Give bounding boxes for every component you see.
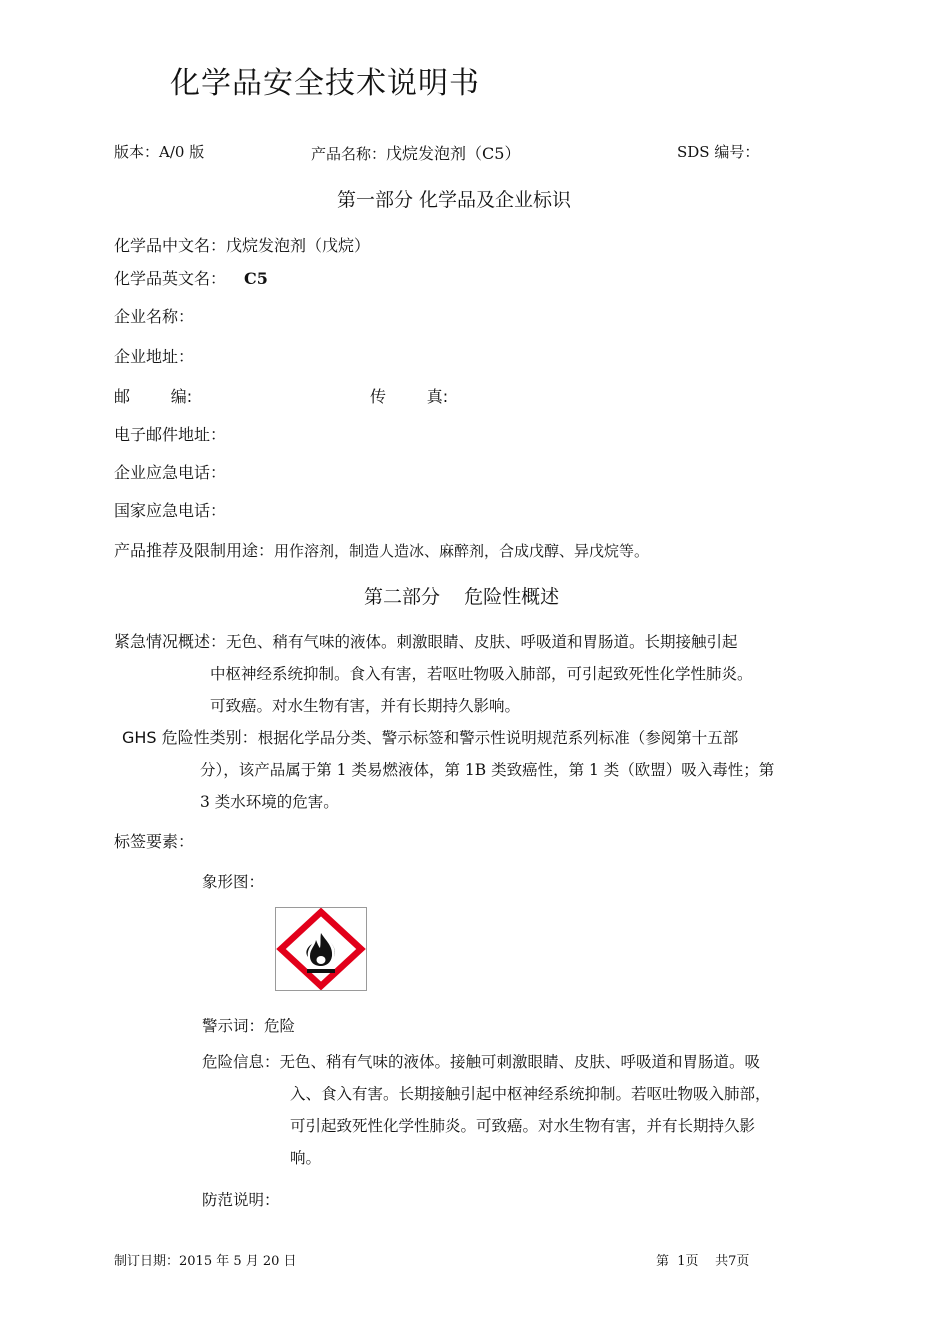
ghs-line3: 3 类水环境的危害。 [200,793,339,811]
product-name-value: 戊烷发泡剂（C5） [386,144,521,163]
version-text: 版本：A/0 版 [114,143,205,161]
part1-heading: 第一部分 化学品及企业标识 [337,189,572,211]
emergency-overview-line3: 可致癌。对水生物有害，并有长期持久影响。 [210,697,521,715]
footer-page-number: 第 1页 共7页 [656,1254,750,1269]
signal-word: 警示词：危险 [202,1017,296,1035]
flame-pictogram-svg [276,908,366,990]
emergency-overview-label: 紧急情况概述： [114,632,227,651]
product-name-label: 产品名称： [311,145,387,163]
ghs-flame-icon [275,907,367,991]
usage-label: 产品推荐及限制用途： [114,541,275,560]
product-name [311,141,520,164]
part2-heading: 第二部分 危险性概述 [364,586,560,608]
hazard-info-line4: 响。 [290,1149,322,1167]
postcode-label: 邮 编: [114,387,193,406]
ghs-label: GHS 危险性类别： [122,728,258,747]
label-elements-label: 标签要素： [114,832,195,851]
en-name-value: C5 [244,269,268,288]
ghs-line2: 分），该产品属于第 1 类易燃液体，第 1B 类致癌性，第 1 类（欧盟）吸入毒性；第 [200,761,775,779]
footer-date: 制订日期：2015 年 5 月 20 日 [114,1254,297,1269]
company-name-label: 企业名称： [114,307,195,326]
ghs-row [122,722,738,754]
national-emergency-phone-label: 国家应急电话： [114,501,227,520]
fax-label: 传 真: [370,387,449,406]
precaution-label: 防范说明： [202,1191,280,1209]
pictogram-label: 象形图： [202,873,265,891]
company-address-label: 企业地址： [114,347,195,366]
en-name-label: 化学品英文名： [114,269,227,288]
en-name-row [114,266,268,289]
emergency-overview-row [114,626,738,658]
emergency-overview-line2: 中枢神经系统抑制。食入有害，若呕吐物吸入肺部，可引起致死性化学性肺炎。 [210,665,753,683]
emergency-overview-line1: 无色、稍有气味的液体。刺激眼睛、皮肤、呼吸道和胃肠道。长期接触引起 [226,633,738,651]
hazard-info-label: 危险信息： [202,1053,280,1071]
sds-number-label: SDS 编号： [677,143,760,161]
hazard-info-line3: 可引起致死性化学性肺炎。可致癌。对水生物有害，并有长期持久影 [290,1117,756,1135]
hazard-info-line1: 无色、稍有气味的液体。接触可刺激眼睛、皮肤、呼吸道和胃肠道。吸 [279,1053,761,1071]
usage-row [114,538,649,561]
document-title: 化学品安全技术说明书 [170,66,480,101]
company-emergency-phone-label: 企业应急电话： [114,463,227,482]
ghs-line1: 根据化学品分类、警示标签和警示性说明规范系列标准（参阅第十五部 [257,729,739,747]
hazard-info-line2: 入、食入有害。长期接触引起中枢神经系统抑制。若呕吐物吸入肺部， [290,1085,771,1103]
usage-value: 用作溶剂，制造人造冰、麻醉剂，合成戊醇、异戊烷等。 [274,542,650,560]
cn-name-row [114,233,370,256]
email-label: 电子邮件地址： [114,425,227,444]
hazard-info-row [202,1046,760,1078]
cn-name-label: 化学品中文名： [114,236,227,255]
cn-name-value: 戊烷发泡剂（戊烷） [226,236,371,255]
